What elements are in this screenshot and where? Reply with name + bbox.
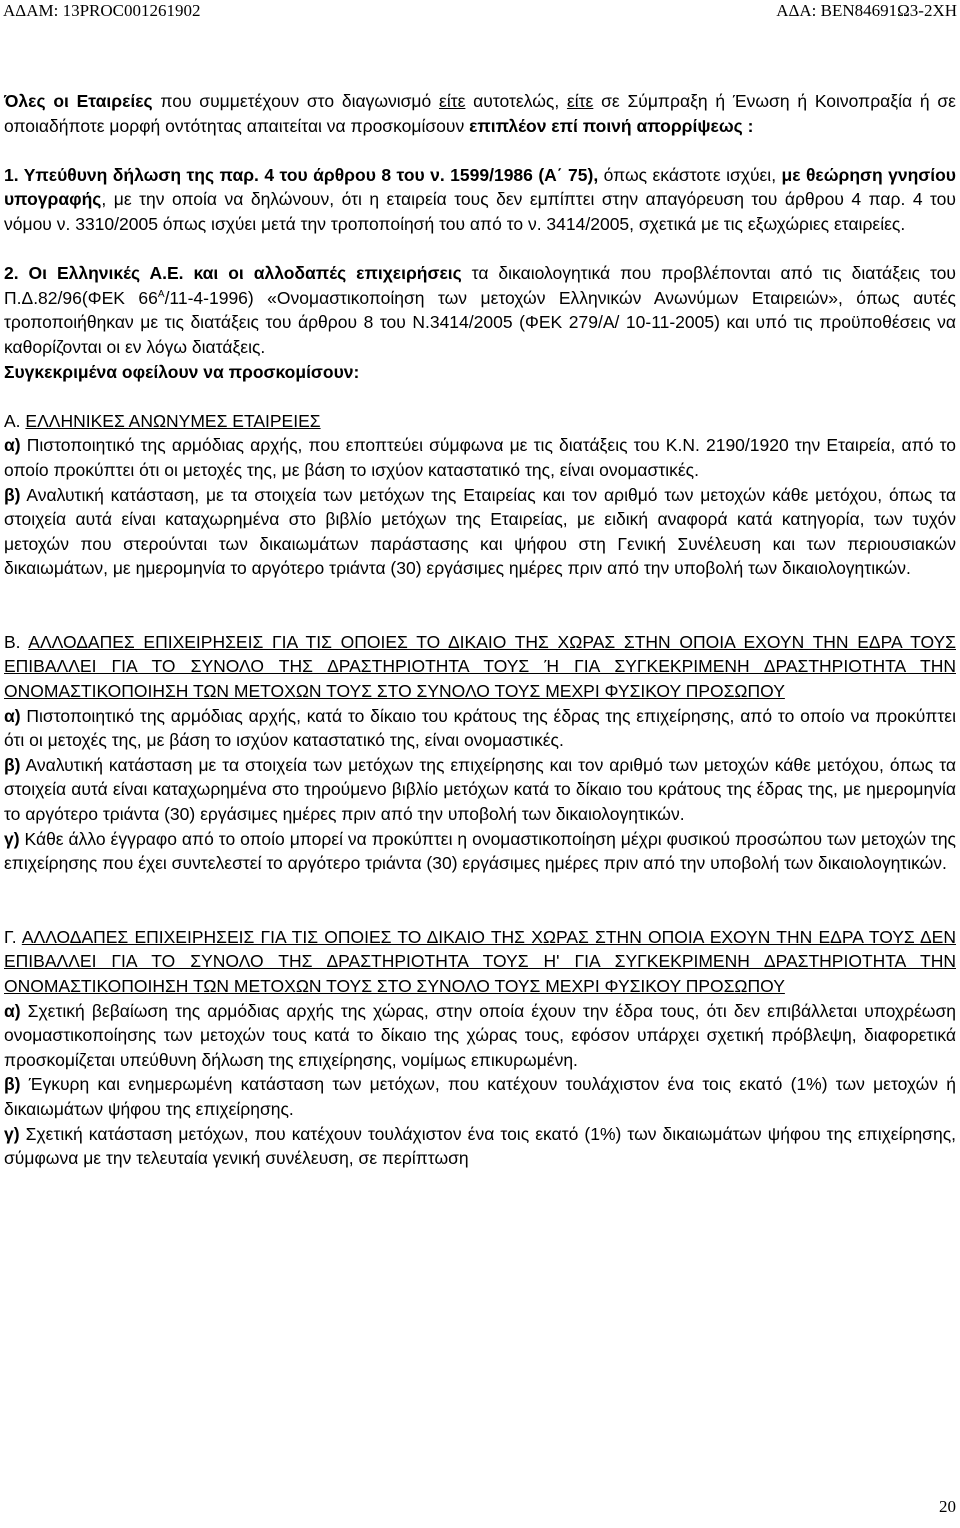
item-label: α) bbox=[4, 1000, 21, 1021]
section-g-item-a bbox=[4, 999, 956, 1073]
item-text: Σχετική βεβαίωση της αρμόδιας αρχής της χώρας, στην οποία έχουν την έδρα τους, ότι δεν επιβάλλεται υποχρέωση ονομαστικοποίησης των μετοχών τους κατά το δίκαιο της χώρας τους, εφόσον υπάρχει σχετική πρόβλεψη, διαφορετικά προσκομίζεται υπεύθυνη δήλωση της επιχείρησης, νομίμως επικυρωμένη. bbox=[4, 1000, 956, 1070]
page-header bbox=[0, 0, 960, 24]
item-label: β) bbox=[4, 484, 21, 505]
intro-paragraph bbox=[4, 89, 956, 138]
adam-code: ΑΔΑΜ: 13PROC001261902 bbox=[3, 1, 201, 20]
document-body bbox=[4, 89, 956, 1171]
item-label: γ) bbox=[4, 1123, 20, 1144]
item-text: Έγκυρη και ενημερωμένη κατάσταση των μετόχων, που κατέχουν τουλάχιστον ένα τοις εκατό (1%) των μετοχών ή δικαιωμάτων ψήφου της επιχείρησης. bbox=[4, 1074, 956, 1119]
item-label: γ) bbox=[4, 828, 20, 849]
page-number: 20 bbox=[939, 1497, 956, 1516]
section-g-heading bbox=[4, 925, 956, 999]
requirements-heading: Συγκεκριμένα οφείλουν να προσκομίσουν: bbox=[4, 361, 360, 382]
section-g-letter: Γ. bbox=[4, 926, 22, 947]
item-label: α) bbox=[4, 435, 21, 456]
item-1-text-2: , με την οποία να δηλώνουν, ότι η εταιρεία τους δεν εμπίπτει στην απαγόρευση του άρθρου 4 παρ. 4 του νόμου ν. 3310/2005 όπως ισχύει μετά την τροποποίησή του από το ν. 3414/2005, σχετικά με τις εξωχώριες εταιρείες. bbox=[4, 189, 956, 234]
section-a-title: ΕΛΛΗΝΙΚΕΣ ΑΝΩΝΥΜΕΣ ΕΤΑΙΡΕΙΕΣ bbox=[25, 410, 321, 431]
item-1-title: 1. Υπεύθυνη δήλωση της παρ. 4 του άρθρου 8 του ν. 1599/1986 (Α΄ 75), bbox=[4, 164, 599, 185]
intro-bold-penalty: επιπλέον επί ποινή απορρίψεως : bbox=[469, 115, 754, 136]
item-2-superscript: Α bbox=[157, 288, 165, 300]
section-b-item-b bbox=[4, 753, 956, 827]
item-text: Πιστοποιητικό της αρμόδιας αρχής, που εποπτεύει σύμφωνα με τις διατάξεις του Κ.Ν. 2190/1920 την Εταιρεία, από το οποίο προκύπτει ότι οι μετοχές της, με βάση το ισχύον καταστατικό της, είναι ονομαστικές. bbox=[4, 435, 956, 480]
intro-text-3: σε Σύμπραξη ή Ένωση ή Κοινοπραξία ή σε οποιαδήποτε μορφή οντότητας απαιτείται να προσκομίσουν bbox=[4, 91, 956, 136]
intro-either-1: είτε bbox=[439, 91, 466, 111]
intro-either-2: είτε bbox=[566, 91, 594, 111]
item-text: Αναλυτική κατάσταση με τα στοιχεία των μετόχων της επιχείρησης και τον αριθμό των μετοχών κάθε μετόχου, όπως τα στοιχεία αυτά είναι καταχωρημένα στο τηρούμενο βιβλίο μετόχων κατά το δίκαιο του κράτους της έδρας της, με ημερομηνία το αργότερο τριάντα (30) εργάσιμες ημέρες πριν από την υποβολή των δικαιολογητικών. bbox=[4, 754, 956, 825]
intro-bold-subject: Όλες οι Εταιρείες bbox=[4, 91, 153, 111]
item-2-text-1: τα δικαιολογητικά που προβλέπονται από τις διατάξεις του Π.Δ.82/96(ΦΕΚ 66 bbox=[4, 263, 956, 308]
item-1-text-1: όπως εκάστοτε ισχύει, bbox=[598, 164, 782, 185]
intro-text-1: που συμμετέχουν στο διαγωνισμό bbox=[152, 91, 440, 111]
section-b-item-c bbox=[4, 827, 956, 876]
section-a-letter: Α. bbox=[4, 410, 26, 431]
item-2-paragraph bbox=[4, 261, 956, 359]
section-g-title: ΑΛΛΟΔΑΠΕΣ ΕΠΙΧΕΙΡΗΣΕΙΣ ΓΙΑ ΤΙΣ ΟΠΟΙΕΣ ΤΟ ΔΙΚΑΙΟ ΤΗΣ ΧΩΡΑΣ ΣΤΗΝ ΟΠΟΙΑ ΕΧΟΥΝ ΤΗΝ ΕΔΡΑ ΤΟΥΣ ΔΕΝ ΕΠΙΒΑΛΛΕΙ ΓΙΑ ΤΟ ΣΥΝΟΛΟ ΤΗΣ ΔΡΑΣΤΗΡΙΟΤΗΤΑ ΤΟΥΣ Η' ΓΙΑ ΣΥΓΚΕΚΡΙΜΕΝΗ ΔΡΑΣΤΗΡΙΟΤΗΤΑ ΤΗΝ ΟΝΟΜΑΣΤΙΚΟΠΟΙΗΣΗ ΤΩΝ ΜΕΤΟΧΩΝ ΤΟΥΣ ΣΤΟ ΣΥΝΟΛΟ ΤΟΥΣ ΜΕΧΡΙ ΦΥΣΙΚΟΥ ΠΡΟΣΩΠΟΥ bbox=[4, 926, 956, 996]
item-text: Σχετική κατάσταση μετόχων, που κατέχουν τουλάχιστον ένα τοις εκατό (1%) των δικαιωμάτων ψήφου της επιχείρησης, σύμφωνα με την τελευταία γενική συνέλευση, σε περίπτωση bbox=[4, 1123, 956, 1169]
section-b-item-a bbox=[4, 704, 956, 753]
intro-text-2: αυτοτελώς, bbox=[465, 91, 567, 111]
item-1-signature: με θεώρηση γνησίου υπογραφής bbox=[4, 164, 956, 210]
section-b-heading bbox=[4, 630, 956, 704]
section-a-heading bbox=[4, 409, 956, 434]
item-label: α) bbox=[4, 705, 21, 726]
item-label: β) bbox=[4, 754, 21, 775]
item-text: Αναλυτική κατάσταση, με τα στοιχεία των μετόχων της Εταιρείας και τον αριθμό των μετοχών κάθε μετόχου, όπως τα στοιχεία αυτά είναι καταχωρημένα στο βιβλίο μετόχων της Εταιρείας, με ειδική αναφορά κατά κατηγορία, των τυχόν μετοχών που στερούνται των δικαιωμάτων παράστασης και ψήφου στη Γενική Συνέλευση και των περιουσιακών δικαιωμάτων, με ημερομηνία το αργότερο τριάντα (30) εργάσιμες ημέρες πριν από την υποβολή των δικαιολογητικών. bbox=[4, 484, 956, 579]
item-text: Πιστοποιητικό της αρμόδιας αρχής, κατά το δίκαιο του κράτους της έδρας της επιχείρησης, από το οποίο να προκύπτει ότι οι μετοχές της, με βάση το ισχύον καταστατικό της, είναι ονομαστικές. bbox=[4, 705, 956, 751]
section-g-item-b bbox=[4, 1072, 956, 1121]
item-label: β) bbox=[4, 1074, 21, 1095]
ada-code: ΑΔΑ: ΒΕΝ84691Ω3-2ΧΗ bbox=[776, 1, 957, 20]
section-b-title: ΑΛΛΟΔΑΠΕΣ ΕΠΙΧΕΙΡΗΣΕΙΣ ΓΙΑ ΤΙΣ ΟΠΟΙΕΣ ΤΟ ΔΙΚΑΙΟ ΤΗΣ ΧΩΡΑΣ ΣΤΗΝ ΟΠΟΙΑ ΕΧΟΥΝ ΤΗΝ ΕΔΡΑ ΤΟΥΣ ΕΠΙΒΑΛΛΕΙ ΓΙΑ ΤΟ ΣΥΝΟΛΟ ΤΗΣ ΔΡΑΣΤΗΡΙΟΤΗΤΑ ΤΟΥΣ Ή ΓΙΑ ΣΥΓΚΕΚΡΙΜΕΝΗ ΔΡΑΣΤΗΡΙΟΤΗΤΑ ΤΗΝ ΟΝΟΜΑΣΤΙΚΟΠΟΙΗΣΗ ΤΩΝ ΜΕΤΟΧΩΝ ΤΟΥΣ ΣΤΟ ΣΥΝΟΛΟ ΤΟΥΣ ΜΕΧΡΙ ΦΥΣΙΚΟΥ ΠΡΟΣΩΠΟΥ bbox=[4, 631, 956, 702]
item-text: Κάθε άλλο έγγραφο από το οποίο μπορεί να προκύπτει η ονομαστικοποίηση μέχρι φυσικού προσώπου των μετοχών της επιχείρησης που έχει συντελεστεί το αργότερο τριάντα (30) εργάσιμες ημέρες πριν από την υποβολή των δικαιολογητικών. bbox=[4, 828, 956, 874]
section-b-letter: Β. bbox=[4, 631, 29, 652]
section-a-item-b bbox=[4, 483, 956, 581]
item-2-title: 2. Οι Ελληνικές Α.Ε. και οι αλλοδαπές επιχειρήσεις bbox=[4, 263, 462, 284]
section-a-item-a bbox=[4, 433, 956, 482]
item-2-text-2: /11-4-1996) «Ονομαστικοποίηση των μετοχών Ελληνικών Ανωνύμων Εταιρειών», όπως αυτές τροποποιήθηκαν με τις διατάξεις του άρθρου 8 του Ν.3414/2005 (ΦΕΚ 279/Α/ 10-11-2005) και υπό τις προϋποθέσεις να καθορίζονται οι εν λόγω διατάξεις. bbox=[4, 287, 956, 357]
section-g-item-c bbox=[4, 1122, 956, 1171]
item-1-paragraph bbox=[4, 163, 956, 237]
